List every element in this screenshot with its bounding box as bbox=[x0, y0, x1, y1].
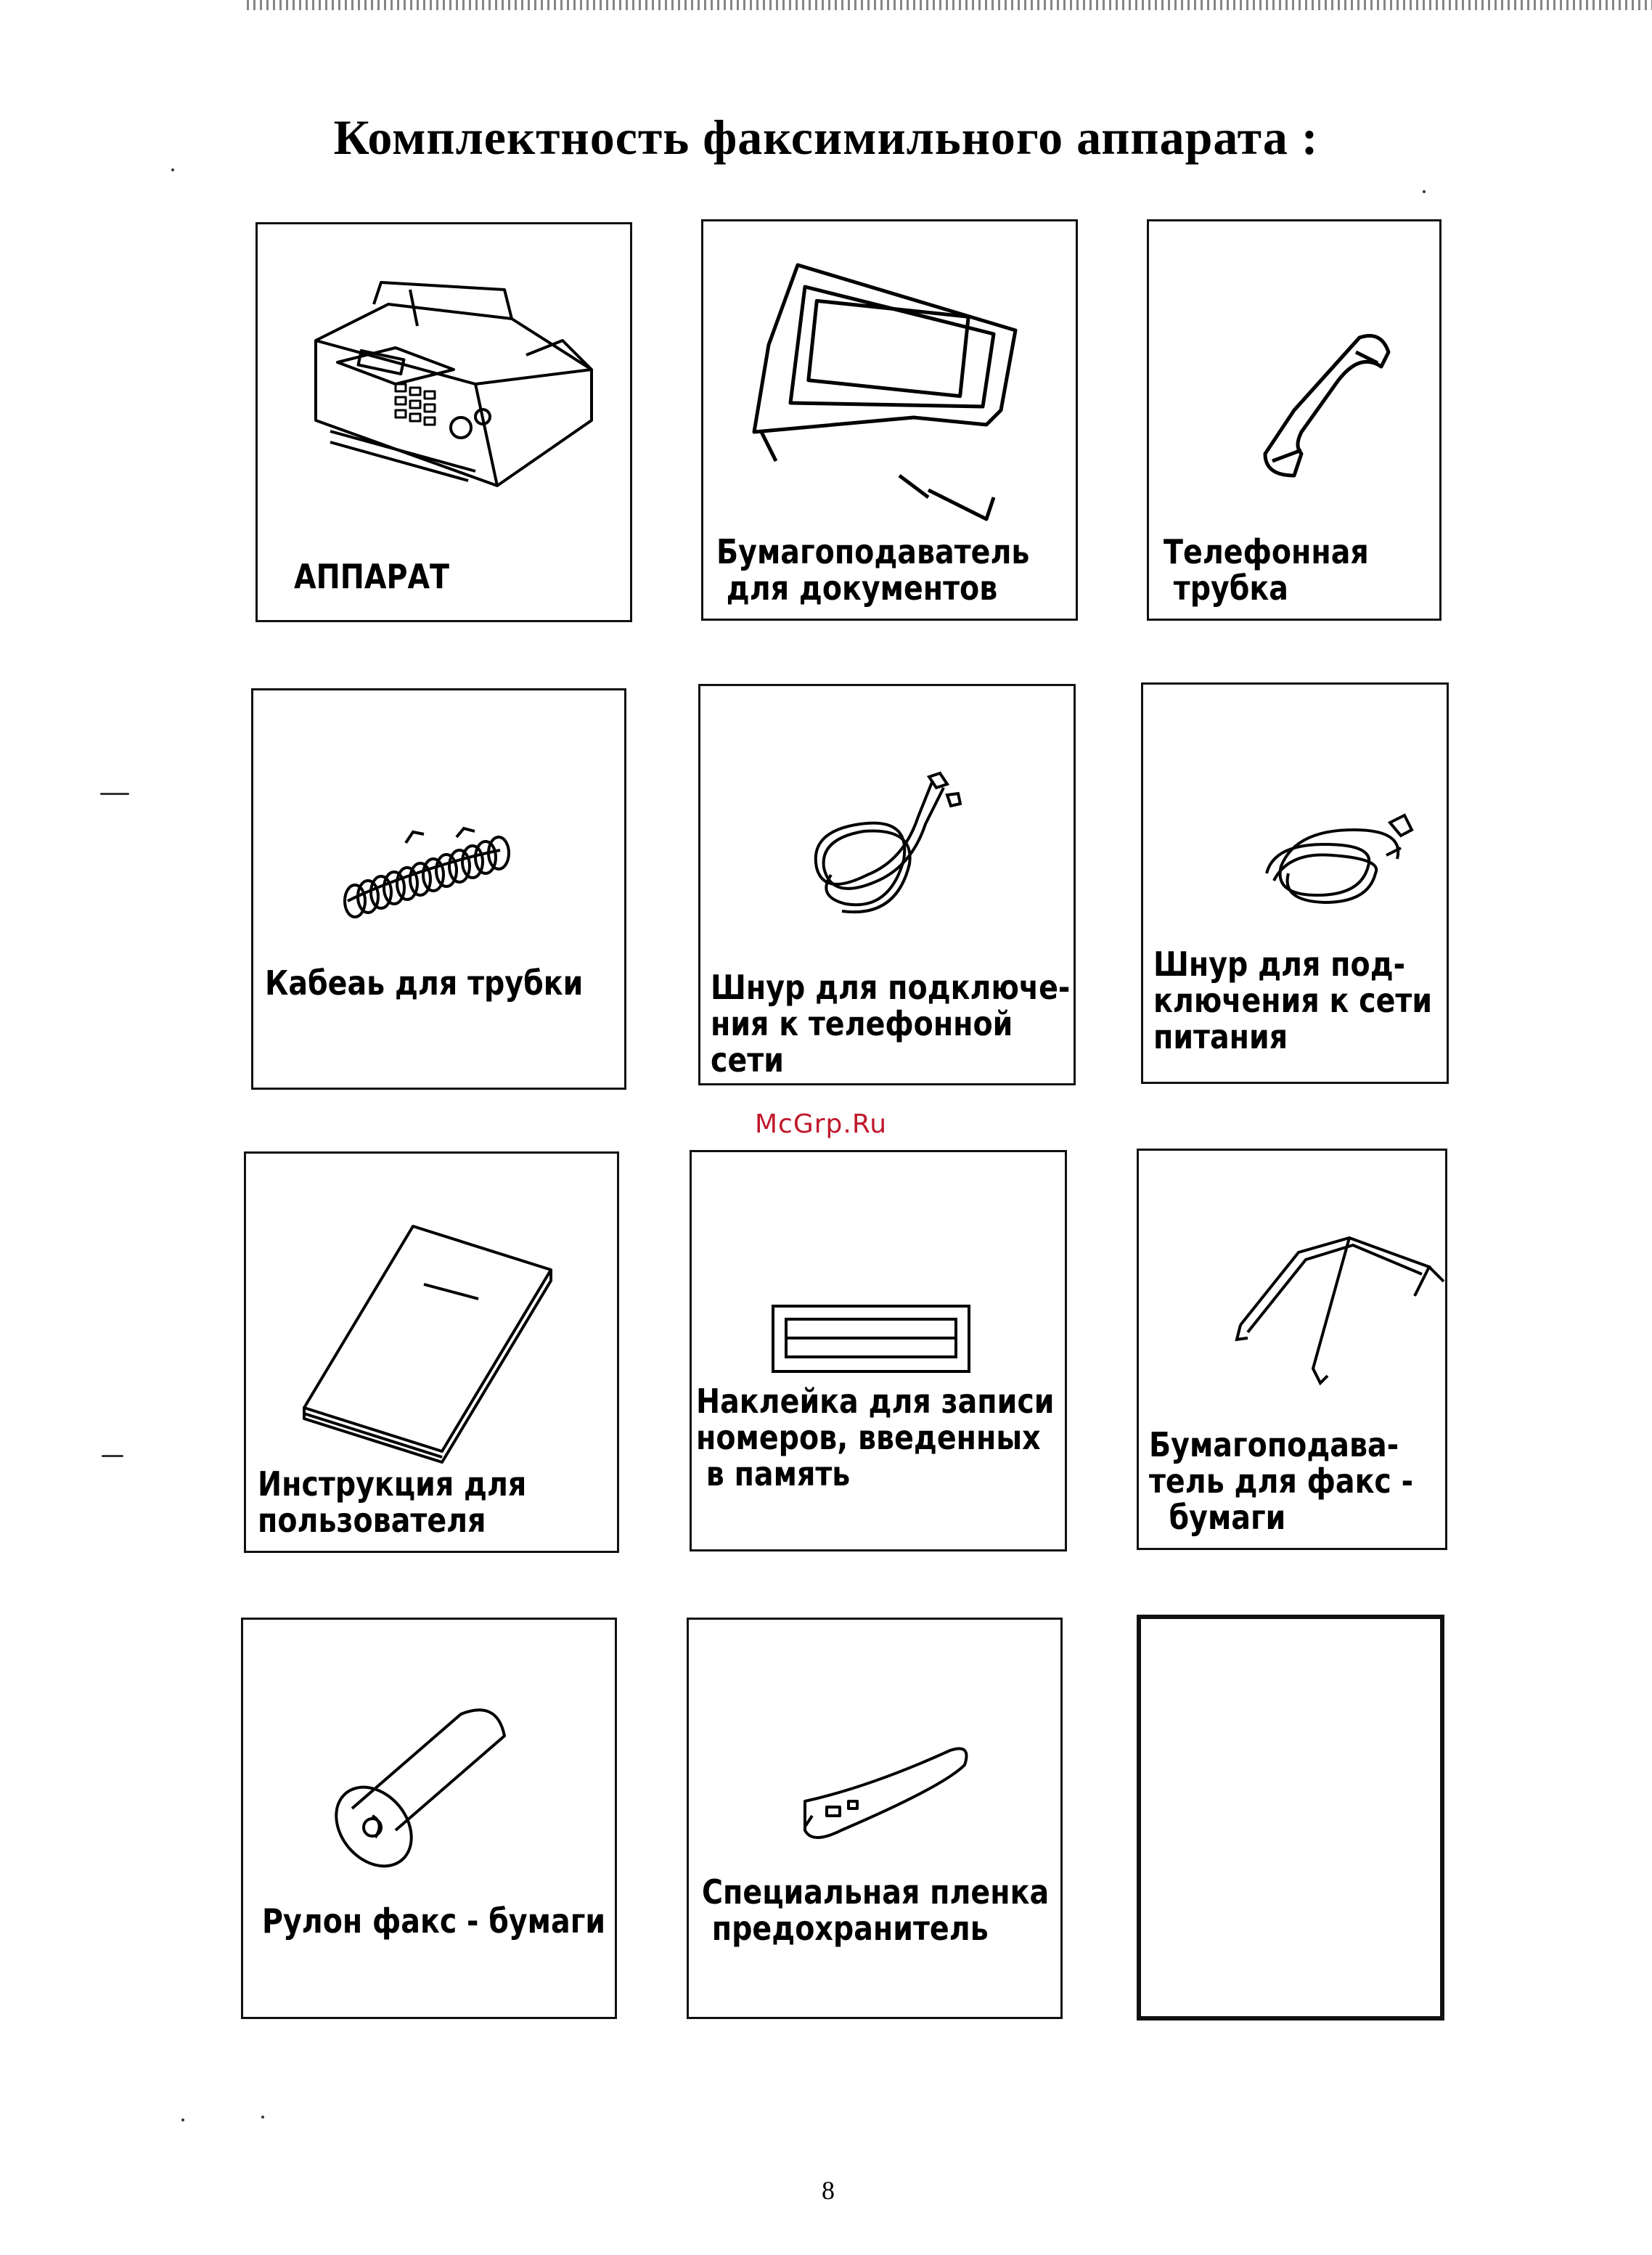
handset-icon bbox=[1251, 323, 1396, 483]
item-label-handset: Телефонная трубка bbox=[1164, 532, 1369, 608]
scan-speck bbox=[171, 168, 174, 171]
item-label-coiled-cord: Кабеаь для трубки bbox=[265, 963, 584, 1003]
scan-edge-noise bbox=[247, 0, 1652, 10]
page-title: Комплектность факсимильного аппарата : bbox=[333, 110, 1319, 165]
telephone-line-cord-icon bbox=[802, 773, 962, 933]
scan-speck bbox=[261, 2116, 264, 2119]
document-feeder-icon bbox=[747, 258, 1037, 534]
item-card-protective-film bbox=[687, 1618, 1063, 2019]
item-card-power-cord bbox=[1141, 682, 1449, 1084]
item-card-label-sticker bbox=[690, 1150, 1067, 1551]
item-card-telephone-line-cord bbox=[698, 684, 1076, 1085]
item-card-empty bbox=[1137, 1615, 1444, 2020]
scan-speck bbox=[1423, 190, 1426, 193]
item-label-telephone-line-cord: Шнур для подключе- ния к телефонной сети bbox=[711, 968, 1071, 1080]
paper-holder-wire-icon bbox=[1226, 1223, 1444, 1412]
item-label-label-sticker: Наклейка для записи номеров, введенных в память bbox=[696, 1382, 1055, 1493]
item-label-protective-film: Специальная пленка предохранитель bbox=[702, 1872, 1050, 1948]
watermark: McGrp.Ru bbox=[755, 1109, 888, 1139]
item-label-power-cord: Шнур для под- ключения к сети питания bbox=[1153, 945, 1433, 1056]
item-card-document-feeder bbox=[701, 219, 1078, 621]
protective-film-icon bbox=[798, 1743, 979, 1852]
scan-speck bbox=[102, 1455, 123, 1457]
item-card-fax-machine bbox=[255, 222, 632, 622]
coiled-cord-icon bbox=[333, 828, 522, 923]
page-number: 8 bbox=[822, 2176, 835, 2205]
scan-speck bbox=[181, 2119, 184, 2121]
item-label-fax-machine: АППАРАТ bbox=[294, 557, 450, 596]
item-card-coiled-cord bbox=[251, 688, 626, 1090]
item-label-paper-roll: Рулон факс - бумаги bbox=[262, 1901, 606, 1941]
item-card-handset bbox=[1147, 219, 1442, 621]
label-sticker-icon bbox=[772, 1305, 975, 1377]
item-card-manual bbox=[244, 1151, 619, 1553]
manual-icon bbox=[304, 1226, 565, 1466]
scan-speck bbox=[100, 793, 129, 795]
item-card-paper-holder-wire bbox=[1137, 1149, 1447, 1550]
fax-machine-icon bbox=[287, 275, 606, 493]
item-label-manual: Инструкция для пользователя bbox=[258, 1464, 527, 1540]
item-card-paper-roll bbox=[241, 1618, 617, 2019]
item-label-document-feeder: Бумагоподаватель для документов bbox=[716, 532, 1030, 608]
item-label-paper-holder-wire: Бумагоподава- тель для факс - бумаги bbox=[1149, 1425, 1414, 1537]
paper-roll-icon bbox=[330, 1700, 519, 1888]
power-cord-icon bbox=[1259, 815, 1419, 917]
